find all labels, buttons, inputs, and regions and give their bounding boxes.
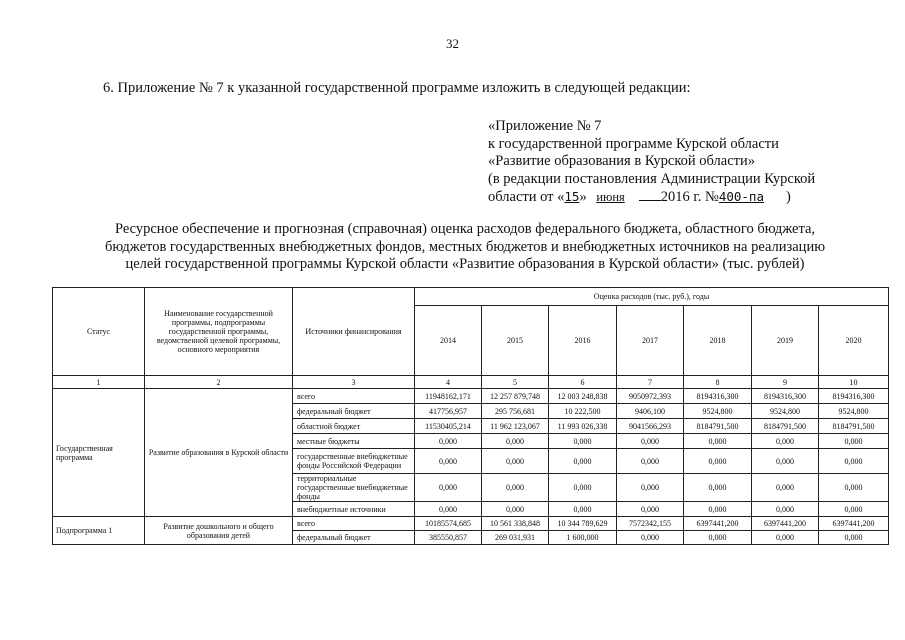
value-cell: 12 003 248,838 bbox=[549, 389, 617, 404]
header-year: 2018 bbox=[684, 306, 752, 376]
value-cell: 0,000 bbox=[684, 449, 752, 474]
intro-paragraph: 6. Приложение № 7 к указанной государственной программе изложить в следующей редакции: bbox=[103, 80, 691, 96]
header-year: 2019 bbox=[752, 306, 819, 376]
value-cell: 6397441,200 bbox=[684, 517, 752, 531]
annex-line: «Развитие образования в Курской области» bbox=[488, 153, 756, 169]
source-cell: федеральный бюджет bbox=[293, 531, 415, 545]
value-cell: 0,000 bbox=[415, 502, 482, 517]
value-cell: 0,000 bbox=[819, 474, 889, 502]
value-cell: 9524,800 bbox=[752, 404, 819, 419]
annex-day: 15 bbox=[564, 189, 580, 204]
value-cell: 0,000 bbox=[819, 449, 889, 474]
value-cell: 10 222,500 bbox=[549, 404, 617, 419]
column-number: 7 bbox=[617, 376, 684, 389]
value-cell: 12 257 879,748 bbox=[482, 389, 549, 404]
column-number: 5 bbox=[482, 376, 549, 389]
header-year: 2020 bbox=[819, 306, 889, 376]
value-cell: 9406,100 bbox=[617, 404, 684, 419]
value-cell: 0,000 bbox=[549, 449, 617, 474]
value-cell: 295 756,681 bbox=[482, 404, 549, 419]
annex-text: ) bbox=[785, 189, 791, 205]
annex-date-line bbox=[488, 188, 815, 207]
value-cell: 0,000 bbox=[819, 434, 889, 449]
table-heading bbox=[50, 221, 880, 274]
column-number: 4 bbox=[415, 376, 482, 389]
value-cell: 0,000 bbox=[482, 434, 549, 449]
page-number: 32 bbox=[446, 36, 459, 51]
annex-line: «Приложение № 7 bbox=[488, 118, 602, 134]
column-number: 9 bbox=[752, 376, 819, 389]
annex-line: к государственной программе Курской области bbox=[488, 135, 779, 152]
value-cell: 0,000 bbox=[684, 474, 752, 502]
value-cell: 0,000 bbox=[549, 434, 617, 449]
annex-text: области от « bbox=[488, 189, 565, 205]
value-cell: 0,000 bbox=[415, 449, 482, 474]
value-cell: 0,000 bbox=[482, 474, 549, 502]
source-cell: местные бюджеты bbox=[293, 434, 415, 449]
value-cell: 8184791,500 bbox=[819, 419, 889, 434]
value-cell: 0,000 bbox=[752, 474, 819, 502]
annex-text: » bbox=[579, 189, 587, 205]
value-cell: 0,000 bbox=[752, 434, 819, 449]
value-cell: 1 600,000 bbox=[549, 531, 617, 545]
source-cell: областной бюджет bbox=[293, 419, 415, 434]
value-cell: 0,000 bbox=[415, 474, 482, 502]
value-cell: 0,000 bbox=[415, 434, 482, 449]
annex-block bbox=[488, 118, 815, 207]
column-number: 3 bbox=[293, 376, 415, 389]
value-cell: 0,000 bbox=[819, 502, 889, 517]
value-cell: 11 962 123,067 bbox=[482, 419, 549, 434]
column-number: 8 bbox=[684, 376, 752, 389]
source-cell: всего bbox=[293, 517, 415, 531]
value-cell: 11530405,214 bbox=[415, 419, 482, 434]
value-cell: 0,000 bbox=[617, 474, 684, 502]
source-cell: территориальные государственные внебюджетные фонды bbox=[293, 474, 415, 502]
value-cell: 0,000 bbox=[752, 449, 819, 474]
program-name: Развитие образования в Курской области bbox=[145, 389, 293, 517]
subprogram-name: Развитие дошкольного и общего образования детей bbox=[145, 517, 293, 545]
value-cell: 8184791,500 bbox=[684, 419, 752, 434]
header-year: 2017 bbox=[617, 306, 684, 376]
header-name: Наименование государственной программы, подпрограммы государственной программы, ведомственной целевой программы, основного мероприятия bbox=[145, 288, 293, 376]
value-cell: 10 561 338,848 bbox=[482, 517, 549, 531]
value-cell: 0,000 bbox=[549, 474, 617, 502]
value-cell: 0,000 bbox=[752, 502, 819, 517]
value-cell: 8184791,500 bbox=[752, 419, 819, 434]
header-source: Источники финансирования bbox=[293, 288, 415, 376]
value-cell: 0,000 bbox=[684, 502, 752, 517]
annex-text: 2016 г. № bbox=[660, 189, 719, 205]
value-cell: 7572342,155 bbox=[617, 517, 684, 531]
value-cell: 6397441,200 bbox=[819, 517, 889, 531]
source-cell: всего bbox=[293, 389, 415, 404]
header-year: 2015 bbox=[482, 306, 549, 376]
program-status: Государственная программа bbox=[53, 389, 145, 517]
value-cell: 10 344 789,629 bbox=[549, 517, 617, 531]
header-estimate: Оценка расходов (тыс. руб.), годы bbox=[415, 288, 889, 306]
value-cell: 0,000 bbox=[752, 531, 819, 545]
value-cell: 0,000 bbox=[549, 502, 617, 517]
subprogram-status: Подпрограмма 1 bbox=[53, 517, 145, 545]
value-cell: 0,000 bbox=[617, 531, 684, 545]
value-cell: 0,000 bbox=[617, 434, 684, 449]
value-cell: 8194316,300 bbox=[819, 389, 889, 404]
value-cell: 9041566,293 bbox=[617, 419, 684, 434]
value-cell: 0,000 bbox=[617, 502, 684, 517]
value-cell: 417756,957 bbox=[415, 404, 482, 419]
column-number: 1 bbox=[53, 376, 145, 389]
value-cell: 269 031,931 bbox=[482, 531, 549, 545]
value-cell: 11948162,171 bbox=[415, 389, 482, 404]
annex-month: июня bbox=[596, 190, 625, 204]
heading-line: Ресурсное обеспечение и прогнозная (справочная) оценка расходов федерального бюджета, областного бюджета, bbox=[114, 221, 816, 237]
value-cell: 0,000 bbox=[482, 449, 549, 474]
annex-line: (в редакции постановления Администрации Курской bbox=[488, 170, 816, 187]
value-cell: 11 993 026,338 bbox=[549, 419, 617, 434]
value-cell: 0,000 bbox=[819, 531, 889, 545]
column-number: 6 bbox=[549, 376, 617, 389]
column-number: 10 bbox=[819, 376, 889, 389]
column-number: 2 bbox=[145, 376, 293, 389]
value-cell: 0,000 bbox=[684, 434, 752, 449]
value-cell: 9524,800 bbox=[819, 404, 889, 419]
header-status: Статус bbox=[53, 288, 145, 376]
table-row bbox=[53, 389, 889, 404]
header-year: 2014 bbox=[415, 306, 482, 376]
source-cell: федеральный бюджет bbox=[293, 404, 415, 419]
source-cell: внебюджетные источники bbox=[293, 502, 415, 517]
resource-table bbox=[52, 287, 889, 545]
annex-number: 400-па bbox=[718, 189, 764, 204]
value-cell: 9524,800 bbox=[684, 404, 752, 419]
value-cell: 8194316,300 bbox=[684, 389, 752, 404]
heading-line: целей государственной программы Курской области «Развитие образования в Курской области» (тыс. рублей) bbox=[125, 256, 805, 272]
value-cell: 8194316,300 bbox=[752, 389, 819, 404]
value-cell: 0,000 bbox=[617, 449, 684, 474]
value-cell: 0,000 bbox=[684, 531, 752, 545]
table-row bbox=[53, 517, 889, 531]
value-cell: 9050972,393 bbox=[617, 389, 684, 404]
header-year: 2016 bbox=[549, 306, 617, 376]
heading-line: бюджетов государственных внебюджетных фондов, местных бюджетов и внебюджетных источников на реализацию bbox=[104, 238, 826, 255]
value-cell: 385550,857 bbox=[415, 531, 482, 545]
value-cell: 6397441,200 bbox=[752, 517, 819, 531]
annex-underline bbox=[639, 188, 661, 201]
value-cell: 0,000 bbox=[482, 502, 549, 517]
source-cell: государственные внебюджетные фонды Российской Федерации bbox=[293, 449, 415, 474]
value-cell: 10185574,685 bbox=[415, 517, 482, 531]
